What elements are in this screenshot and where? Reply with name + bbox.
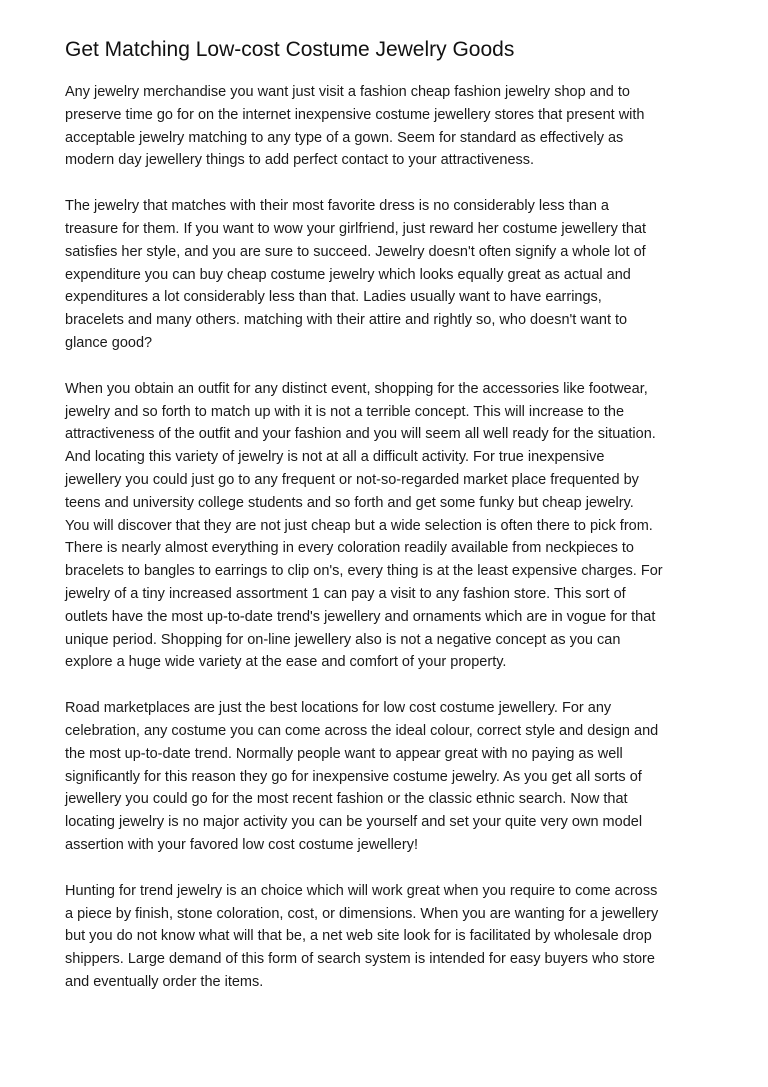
text-line: bracelets to bangles to earrings to clip on's, every thing is at the least expensive charges. For bbox=[65, 563, 663, 580]
text-line: shippers. Large demand of this form of search system is intended for easy buyers who store bbox=[65, 951, 655, 968]
text-line: explore a huge wide variety at the ease and comfort of your property. bbox=[65, 654, 507, 671]
text-line: unique period. Shopping for on-line jewellery also is not a negative concept as you can bbox=[65, 631, 621, 648]
text-line: Hunting for trend jewelry is an choice which will work great when you require to come across bbox=[65, 882, 658, 899]
text-line: preserve time go for on the internet inexpensive costume jewellery stores that present with bbox=[65, 106, 645, 123]
text-line: Any jewelry merchandise you want just visit a fashion cheap fashion jewelry shop and to bbox=[65, 84, 630, 100]
paragraph-4 bbox=[65, 697, 705, 857]
text-line: bracelets and many others. matching with their attire and rightly so, who doesn't want to bbox=[65, 312, 628, 329]
text-line: assertion with your favored low cost costume jewellery! bbox=[65, 836, 418, 853]
text-line: There is nearly almost everything in every coloration readily available from neckpieces to bbox=[65, 540, 634, 557]
paragraph-5 bbox=[65, 880, 705, 994]
text-line: Road marketplaces are just the best locations for low cost costume jewellery. For any bbox=[65, 700, 612, 717]
text-line: modern day jewellery things to add perfect contact to your attractiveness. bbox=[65, 152, 535, 169]
text-line: teens and university college students and so forth and get some funky but cheap jewelry. bbox=[65, 494, 634, 511]
text-line: locating jewelry is no major activity you can be yourself and set your quite very own model bbox=[65, 814, 643, 831]
paragraph-3 bbox=[65, 378, 705, 674]
text-line: jewelry and so forth to match up with it is not a terrible concept. This will increase to the bbox=[65, 403, 625, 420]
text-line: expenditure you can buy cheap costume jewelry which looks equally great as actual and bbox=[65, 266, 631, 283]
paragraph-2 bbox=[65, 195, 705, 355]
text-line: When you obtain an outfit for any distinct event, shopping for the accessories like footwear, bbox=[65, 380, 648, 397]
document-page bbox=[65, 36, 705, 1017]
text-line: You will discover that they are not just cheap but a wide selection is often there to pick from. bbox=[65, 517, 653, 534]
text-line: celebration, any costume you can come across the ideal colour, correct style and design and bbox=[65, 722, 659, 739]
text-line: And locating this variety of jewelry is not at all a difficult activity. For true inexpensive bbox=[65, 449, 605, 466]
page-title: Get Matching Low-cost Costume Jewelry Goods bbox=[65, 38, 515, 61]
text-line: The jewelry that matches with their most favorite dress is no considerably less than a bbox=[65, 198, 609, 215]
text-line: jewellery you could just go to any frequent or not-so-regarded market place frequented by bbox=[65, 471, 639, 488]
text-line: expenditures a lot considerably less than that. Ladies usually want to have earrings, bbox=[65, 289, 602, 306]
text-line: acceptable jewelry matching to any type of a gown. Seem for standard as effectively as bbox=[65, 129, 624, 146]
text-line: a piece by finish, stone coloration, cost, or dimensions. When you are wanting for a jewellery bbox=[65, 905, 659, 922]
text-line: glance good? bbox=[65, 334, 153, 351]
text-line: satisfies her style, and you are sure to succeed. Jewelry doesn't often signify a whole lot of bbox=[65, 243, 646, 260]
text-line: but you do not know what will that be, a net web site look for is facilitated by wholesale drop bbox=[65, 928, 652, 945]
text-line: jewelry of a tiny increased assortment 1 can pay a visit to any fashion store. This sort of bbox=[65, 585, 626, 602]
text-line: the most up-to-date trend. Normally people want to appear great with no paying as well bbox=[65, 745, 623, 762]
text-line: outlets have the most up-to-date trend's jewellery and ornaments which are in vogue for that bbox=[65, 608, 656, 625]
text-line: attractiveness of the outfit and your fashion and you will seem all well ready for the situation. bbox=[65, 426, 656, 443]
paragraph-1 bbox=[65, 81, 705, 172]
text-line: significantly for this reason they go for inexpensive costume jewelry. As you get all sorts of bbox=[65, 768, 642, 785]
text-line: treasure for them. If you want to wow your girlfriend, just reward her costume jewellery that bbox=[65, 220, 647, 237]
text-line: and eventually order the items. bbox=[65, 973, 264, 990]
text-line: jewellery you could go for the most recent fashion or the classic ethnic search. Now that bbox=[65, 791, 628, 808]
